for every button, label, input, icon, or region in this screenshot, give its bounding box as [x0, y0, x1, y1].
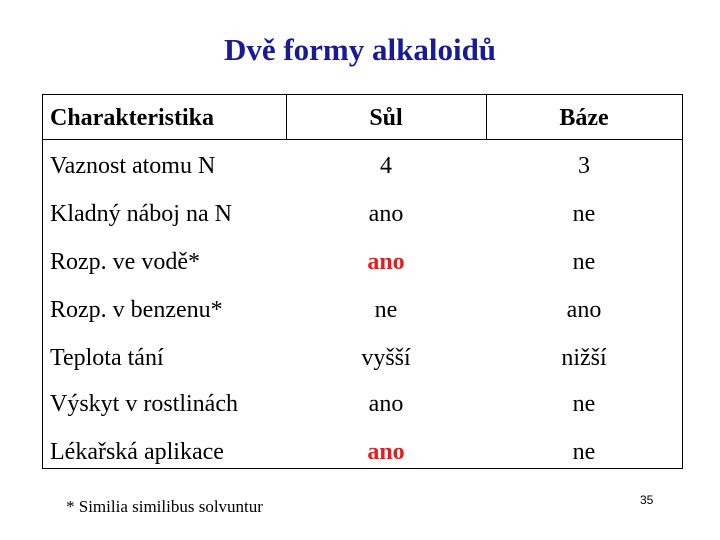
row-label: Rozp. ve vodě*	[50, 249, 200, 275]
row-salt-value: ano	[368, 201, 404, 227]
page-number: 35	[640, 493, 654, 507]
row-salt-value: ano	[368, 391, 404, 417]
row-label: Kladný náboj na N	[50, 201, 232, 227]
row-salt-value-highlight: ano	[367, 439, 405, 465]
row-base-value: ne	[572, 391, 596, 417]
row-label: Vaznost atomu N	[50, 153, 216, 179]
row-base-value: ne	[572, 249, 596, 275]
header-characteristic: Charakteristika	[50, 105, 214, 131]
row-base-value: 3	[578, 153, 590, 179]
row-base-value: ne	[572, 201, 596, 227]
row-label: Lékařská aplikace	[50, 439, 224, 465]
row-salt-value-highlight: ano	[367, 249, 405, 275]
table-header-row	[43, 95, 682, 140]
row-base-value: ano	[566, 297, 602, 323]
comparison-table	[42, 94, 683, 469]
footnote: * Similia similibus solvuntur	[66, 497, 263, 516]
row-salt-value: ne	[374, 297, 398, 323]
header-salt: Sůl	[369, 105, 403, 131]
row-label: Teplota tání	[50, 345, 164, 371]
header-base: Báze	[559, 105, 609, 131]
row-base-value: ne	[572, 439, 596, 465]
row-salt-value: 4	[380, 153, 392, 179]
row-label: Výskyt v rostlinách	[50, 391, 238, 417]
row-salt-value: vyšší	[361, 345, 411, 371]
row-label: Rozp. v benzenu*	[50, 297, 223, 323]
slide-title: Dvě formy alkaloidů	[223, 32, 497, 67]
row-base-value: nižší	[561, 345, 607, 371]
